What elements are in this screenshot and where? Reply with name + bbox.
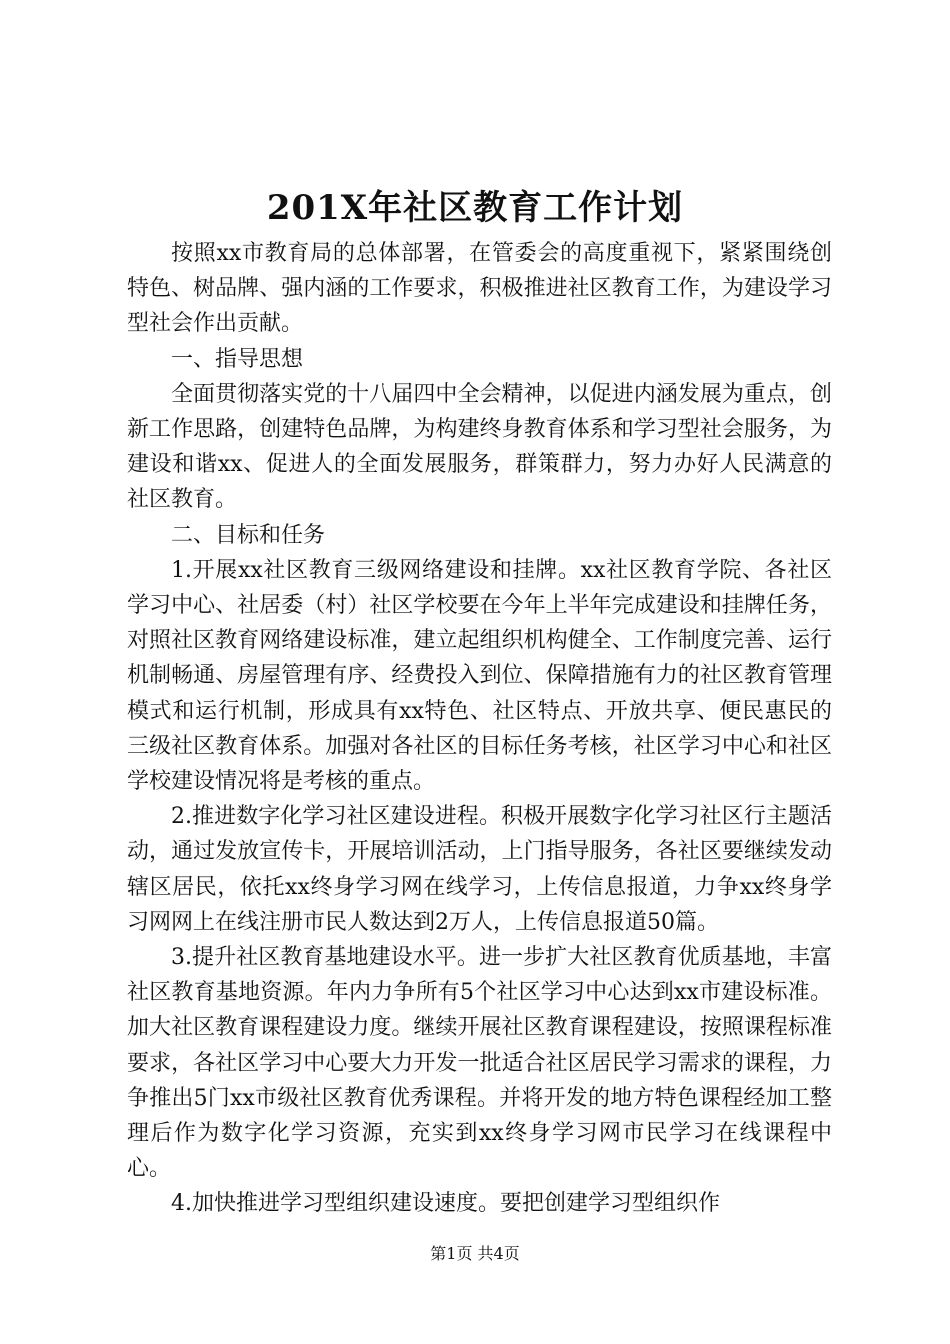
- task-paragraph-3: 3.提升社区教育基地建设水平。进一步扩大社区教育优质基地，丰富社区教育基地资源。年内力争所有5个社区学习中心达到xx市建设标准。加大社区教育课程建设力度。继续开展社区教育课程建设，按照课程标准要求，各社区学习中心要大力开发一批适合社区居民学习需求的课程，力争推出5门xx市级社区教育优秀课程。并将开发的地方特色课程经加工整理后作为数字化学习资源，充实到xx终身学习网市民学习在线课程中心。: [127, 945, 832, 1182]
- document-body: [127, 236, 832, 1222]
- section-heading-goals-tasks: 二、目标和任务: [171, 522, 326, 548]
- guiding-ideology-paragraph: 全面贯彻落实党的十八届四中全会精神，以促进内涵发展为重点，创新工作思路，创建特色品牌，为构建终身教育体系和学习型社会服务，为建设和谐xx、促进人的全面发展服务，群策群力，努力办好人民满意的社区教育。: [127, 381, 832, 513]
- task-paragraph-2: 2.推进数字化学习社区建设进程。积极开展数字化学习社区行主题活动，通过发放宣传卡，开展培训活动，上门指导服务，各社区要继续发动辖区居民，依托xx终身学习网在线学习，上传信息报道，力争xx终身学习网网上在线注册市民人数达到2万人，上传信息报道50篇。: [127, 804, 832, 935]
- page-footer: 第1页 共4页: [430, 1244, 520, 1263]
- task-paragraph-4: 4.加快推进学习型组织建设速度。要把创建学习型组织作: [171, 1191, 720, 1217]
- intro-paragraph: 按照xx市教育局的总体部署，在管委会的高度重视下，紧紧围绕创特色、树品牌、强内涵的工作要求，积极推进社区教育工作，为建设学习型社会作出贡献。: [127, 241, 832, 337]
- section-heading-guiding-ideology: 一、指导思想: [171, 346, 304, 372]
- task-paragraph-1: 1.开展xx社区教育三级网络建设和挂牌。xx社区教育学院、各社区学习中心、社居委（村）社区学校要在今年上半年完成建设和挂牌任务，对照社区教育网络建设标准，建立起组织机构健全、工作制度完善、运行机制畅通、房屋管理有序、经费投入到位、保障措施有力的社区教育管理模式和运行机制，形成具有xx特色、社区特点、开放共享、便民惠民的三级社区教育体系。加强对各社区的目标任务考核，社区学习中心和社区学校建设情况将是考核的重点。: [127, 557, 832, 795]
- document-title: 201X年社区教育工作计划: [266, 188, 684, 228]
